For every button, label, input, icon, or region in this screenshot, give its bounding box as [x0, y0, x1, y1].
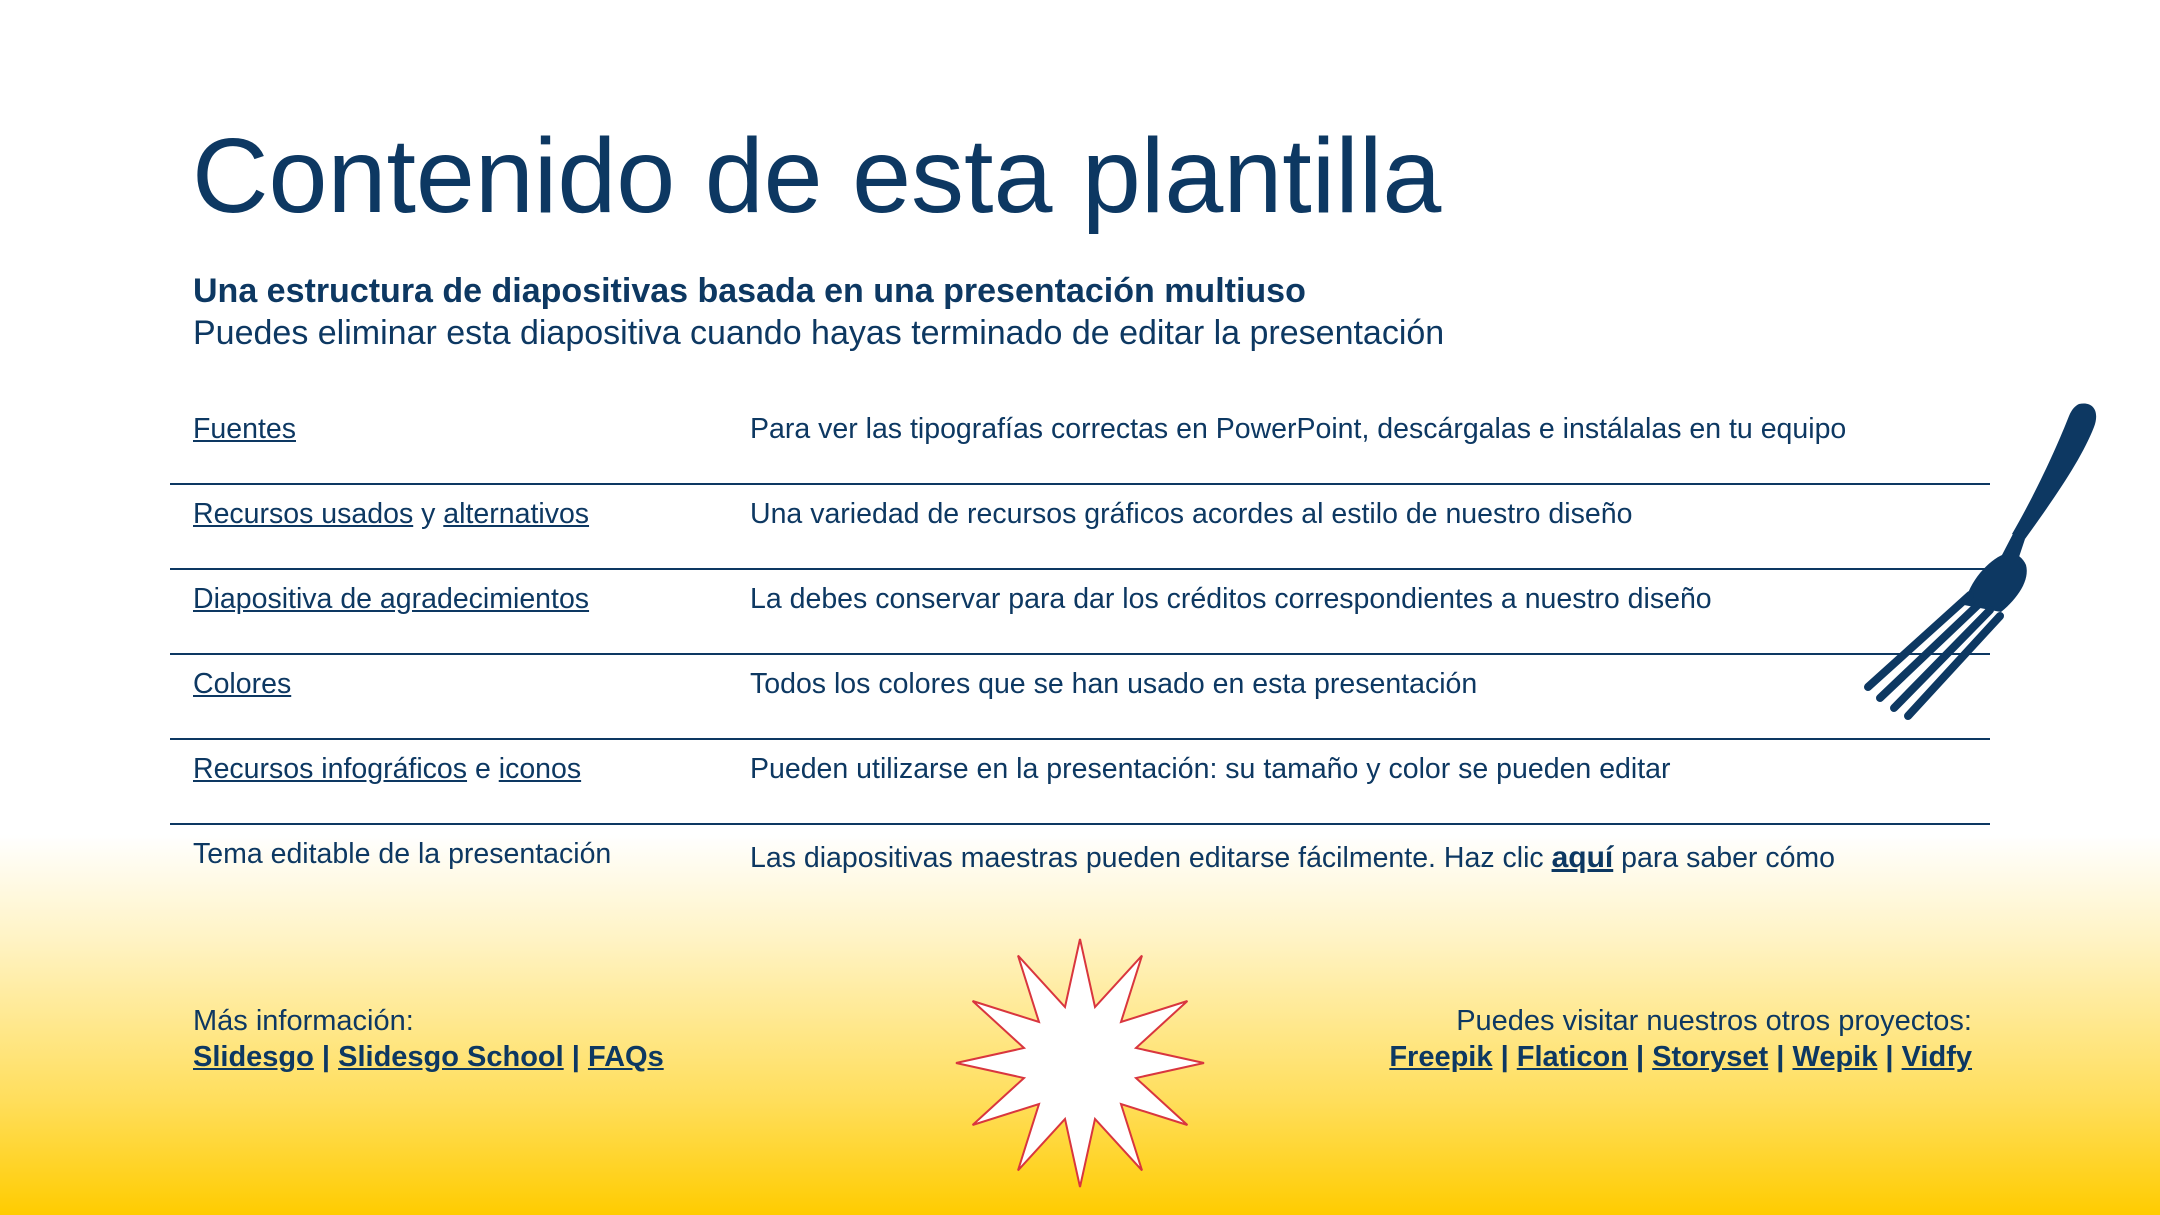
slidesgo-link[interactable]: Slidesgo: [193, 1041, 314, 1073]
connector-text: e: [467, 753, 499, 785]
table-row: [170, 485, 1990, 570]
colors-link[interactable]: Colores: [193, 668, 292, 700]
fonts-link[interactable]: Fuentes: [193, 413, 296, 445]
row-description-end: para saber cómo: [1613, 842, 1836, 874]
row-description: La debes conservar para dar los créditos correspondientes a nuestro diseño: [750, 583, 1712, 615]
table-row: [170, 740, 1990, 825]
vidfy-link[interactable]: Vidfy: [1901, 1041, 1972, 1073]
separator: |: [1776, 1041, 1785, 1073]
alternative-resources-link[interactable]: alternativos: [443, 498, 590, 530]
table-row: [170, 400, 1990, 485]
content-table: [170, 400, 1990, 908]
slide-subtitle: Una estructura de diapositivas basada en una presentación multiuso: [193, 272, 1306, 310]
row-description: Una variedad de recursos gráficos acordes al estilo de nuestro diseño: [750, 498, 1633, 530]
here-link[interactable]: aquí: [1551, 841, 1614, 874]
fork-icon: [1860, 400, 2110, 720]
infographic-resources-link[interactable]: Recursos infográficos: [193, 753, 468, 785]
slide-title: Contenido de esta plantilla: [192, 117, 1442, 235]
slide-description: Puedes eliminar esta diapositiva cuando hayas terminado de editar la presentación: [193, 314, 1445, 352]
thanks-slide-link[interactable]: Diapositiva de agradecimientos: [193, 583, 590, 615]
table-row: [170, 825, 1990, 908]
starburst-icon: [955, 938, 1205, 1188]
slidesgo-school-link[interactable]: Slidesgo School: [338, 1041, 564, 1073]
wepik-link[interactable]: Wepik: [1792, 1041, 1878, 1073]
projects-label: Puedes visitar nuestros otros proyectos:: [1456, 1005, 1972, 1037]
table-row: [170, 655, 1990, 740]
separator: |: [1500, 1041, 1509, 1073]
more-info-label: Más información:: [193, 1005, 414, 1037]
separator: |: [321, 1041, 331, 1073]
other-projects: [1389, 1003, 1972, 1075]
more-info-links: [193, 1039, 664, 1075]
used-resources-link[interactable]: Recursos usados: [193, 498, 414, 530]
table-row: [170, 570, 1990, 655]
separator: |: [571, 1041, 580, 1073]
storyset-link[interactable]: Storyset: [1652, 1041, 1769, 1073]
projects-links: [1389, 1039, 1972, 1075]
faqs-link[interactable]: FAQs: [587, 1041, 664, 1073]
row-description: Para ver las tipografías correctas en PowerPoint, descárgalas e instálalas en tu equipo: [750, 413, 1847, 445]
separator: |: [1885, 1041, 1894, 1073]
row-description: Todos los colores que se han usado en esta presentación: [750, 668, 1478, 700]
more-info: [193, 1003, 664, 1075]
flaticon-link[interactable]: Flaticon: [1516, 1041, 1628, 1073]
icons-link[interactable]: iconos: [498, 753, 582, 785]
editable-theme-label: Tema editable de la presentación: [193, 838, 612, 870]
row-description: Las diapositivas maestras pueden editarse fácilmente. Haz clic: [750, 842, 1552, 874]
freepik-link[interactable]: Freepik: [1389, 1041, 1493, 1073]
separator: |: [1635, 1041, 1645, 1073]
row-description: Pueden utilizarse en la presentación: su tamaño y color se pueden editar: [750, 753, 1671, 785]
connector-text: y: [413, 498, 444, 530]
